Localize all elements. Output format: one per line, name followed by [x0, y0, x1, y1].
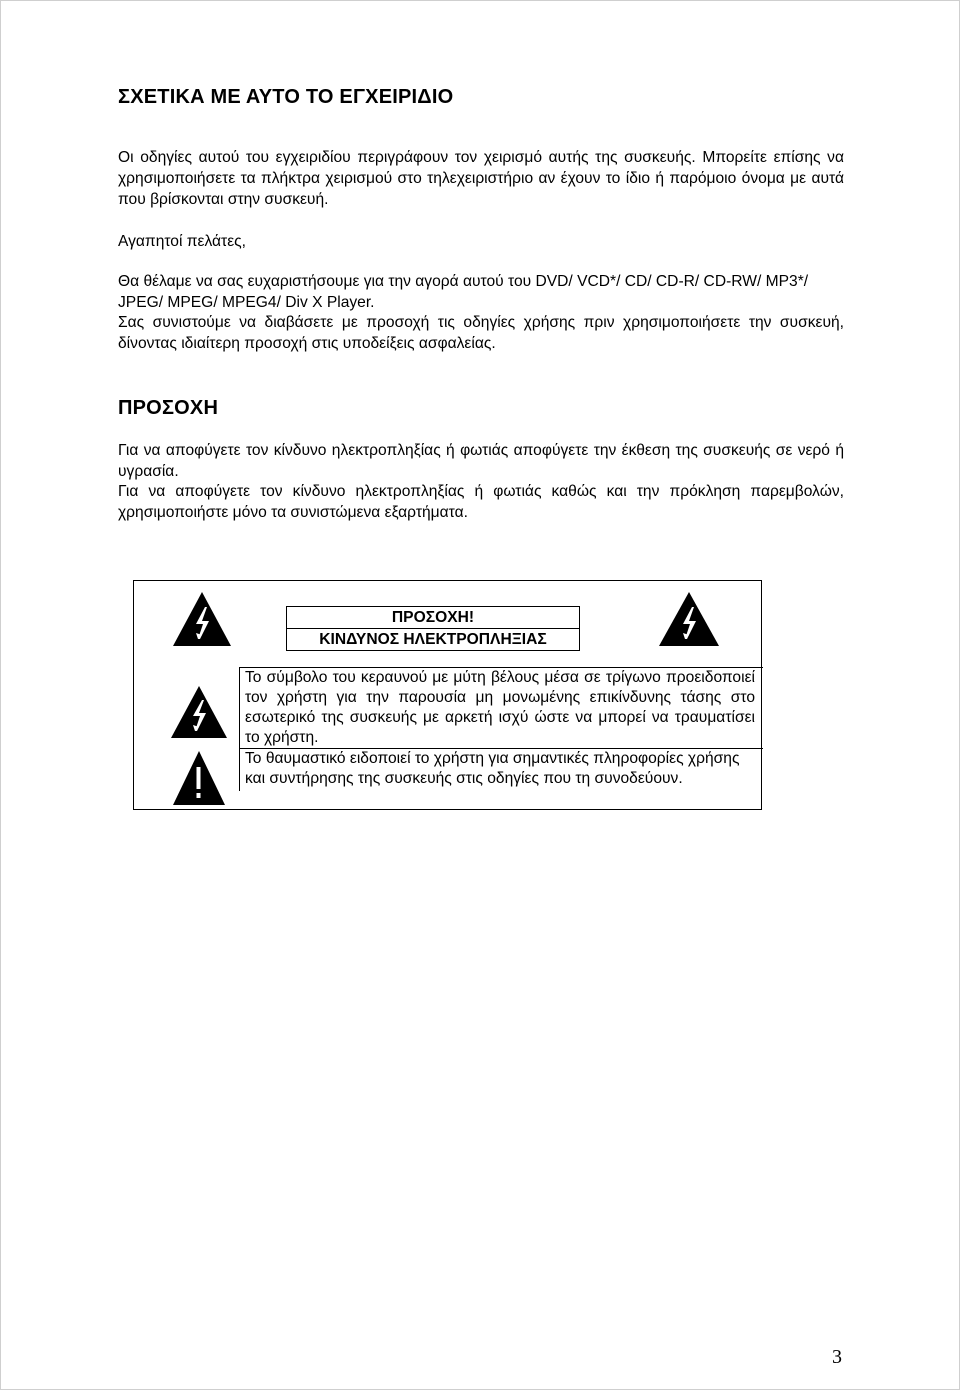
lightning-warning-icon [172, 591, 232, 647]
page-number: 3 [832, 1346, 842, 1368]
caution-title: ΠΡΟΣΟΧΗ! [287, 607, 579, 629]
exclamation-symbol-description: Το θαυμαστικό ειδοποιεί το χρήστη για σημαντικές πληροφορίες χρήσης και συντήρησης της συσκευής στις οδηγίες που τη συνοδεύουν. [240, 748, 763, 791]
intro-paragraph: Οι οδηγίες αυτού του εγχειριδίου περιγράφουν τον χειρισμό αυτής της συσκευής. Μπορείτε επίσης να χρησιμοποιήσετε τα πλήκτρα χειρισμού στο τηλεχειριστήριο αν έχουν το ίδιο ή παρόμοιο όνομα με αυτά που βρίσκονται στην συσκευή. [118, 149, 844, 208]
caution-title-box [286, 606, 580, 651]
recommendation-paragraph: Σας συνιστούμε να διαβάσετε με προσοχή τις οδηγίες χρήσης πριν χρησιμοποιήσετε την συσκευή, δίνοντας ιδιαίτερη προσοχή στις υποδείξεις ασφαλείας. [118, 314, 844, 352]
lightning-warning-icon [658, 591, 720, 647]
shock-hazard-title: ΚΙΝΔΥΝΟΣ ΗΛΕΚΤΡΟΠΛΗΞΙΑΣ [319, 631, 547, 648]
caution-paragraph-1: Για να αποφύγετε τον κίνδυνο ηλεκτροπληξίας ή φωτιάς αποφύγετε την έκθεση της συσκευής σε νερό ή υγρασία. [118, 442, 844, 480]
exclamation-warning-icon [172, 750, 226, 806]
lightning-symbol-description: Το σύμβολο του κεραυνού με μύτη βέλους μέσα σε τρίγωνο προειδοποιεί τον χρήστη για την παρουσία μη μονωμένης επικίνδυνης τάσης στο εσωτερικό της συσκευής με αρκετή ισχύ ώστε να μπορεί να τραυματίσει το χρήστη. [245, 669, 755, 746]
heading-caution: ΠΡΟΣΟΧΗ [118, 397, 219, 419]
caution-paragraph-2: Για να αποφύγετε τον κίνδυνο ηλεκτροπληξίας ή φωτιάς καθώς και την πρόκληση παρεμβολών, χρησιμοποιήστε μόνο τα συνιστώμενα εξαρτήματα. [118, 483, 844, 521]
symbol-descriptions [239, 667, 763, 791]
thanks-paragraph: Θα θέλαμε να σας ευχαριστήσουμε για την αγορά αυτού του DVD/ VCD*/ CD/ CD-R/ CD-RW/ MP3*/ JPEG/ MPEG/ MPEG4/ Div X Player. [118, 273, 809, 311]
warning-symbols-table [133, 580, 762, 810]
lightning-warning-icon [170, 685, 228, 739]
greeting: Αγαπητοί πελάτες, [118, 233, 247, 250]
heading-about-manual: ΣΧΕΤΙΚΑ ΜΕ ΑΥΤΟ ΤΟ ΕΓΧΕΙΡΙΔΙΟ [118, 86, 454, 108]
